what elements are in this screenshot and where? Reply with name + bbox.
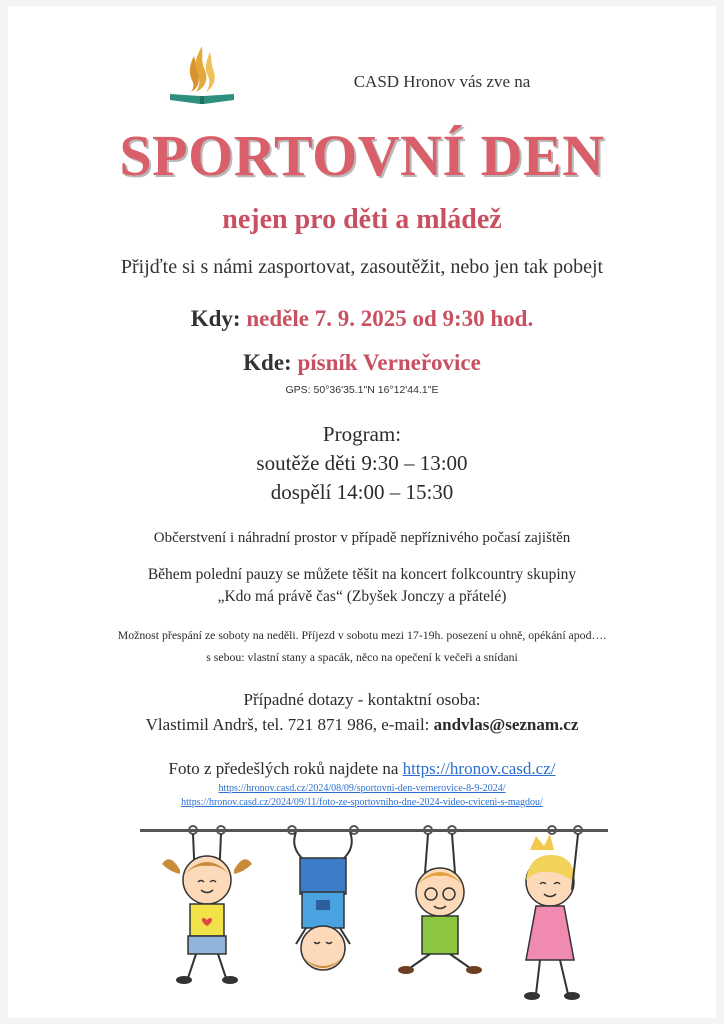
where-label: Kde: xyxy=(243,350,292,375)
program-heading: Program: xyxy=(322,422,402,446)
concert-line-2: „Kdo má právě čas“ (Zbyšek Jonczy a přátelé) xyxy=(217,588,507,605)
photos-text: Foto z předešlých roků najdete na xyxy=(168,759,403,778)
kids-hanging-on-bar-icon xyxy=(140,820,610,1010)
when-line xyxy=(0,306,724,332)
sleepover-line-2: s sebou: vlastní stany a spacák, něco na opečení k večeři a snídani xyxy=(206,650,518,664)
photos-line xyxy=(0,759,724,779)
where-value: písník Verneřovice xyxy=(297,350,481,375)
where-line xyxy=(0,350,724,376)
invite-text: Přijďte si s námi zasportovat, zasoutěžit, nebo jen tak pobejt xyxy=(120,256,604,278)
when-value: neděle 7. 9. 2025 od 9:30 hod. xyxy=(246,306,534,331)
when-label: Kdy: xyxy=(190,306,241,331)
subtitle: nejen pro děti a mládež xyxy=(222,204,502,235)
concert-line-1: Během polední pauzy se můžete těšit na koncert folkcountry skupiny xyxy=(147,566,577,583)
sleepover-line-1: Možnost přespání ze soboty na neděli. Příjezd v sobotu mezi 17-19h. posezení u ohně, opékání apod…. xyxy=(117,628,607,642)
inviter-text: CASD Hronov vás zve na xyxy=(353,72,531,91)
page-title: SPORTOVNÍ DEN xyxy=(119,123,605,188)
program-item: soutěže děti 9:30 – 13:00 xyxy=(256,451,468,475)
refreshments-note: Občerstvení i náhradní prostor v případě nepříznivého počasí zajištěn xyxy=(153,530,571,546)
gps-coordinates: GPS: 50°36'35.1"N 16°12'44.1"E xyxy=(285,384,439,396)
contact-details: Vlastimil Andrš, tel. 721 871 986, e-mail: xyxy=(145,715,434,734)
contact-line xyxy=(0,715,724,735)
photos-link-2024-gallery[interactable]: https://hronov.casd.cz/2024/09/11/foto-ze-sportovniho-dne-2024-video-cviceni-s-magdou/ xyxy=(181,797,543,808)
program-item: dospělí 14:00 – 15:30 xyxy=(270,480,454,504)
contact-email[interactable]: andvlas@seznam.cz xyxy=(433,715,579,734)
photos-link-2024-event[interactable]: https://hronov.casd.cz/2024/08/09/sportovni-den-vernerovice-8-9-2024/ xyxy=(218,783,506,794)
photos-main-link[interactable]: https://hronov.casd.cz/ xyxy=(402,759,556,778)
contact-heading: Případné dotazy - kontaktní osoba: xyxy=(243,690,481,709)
